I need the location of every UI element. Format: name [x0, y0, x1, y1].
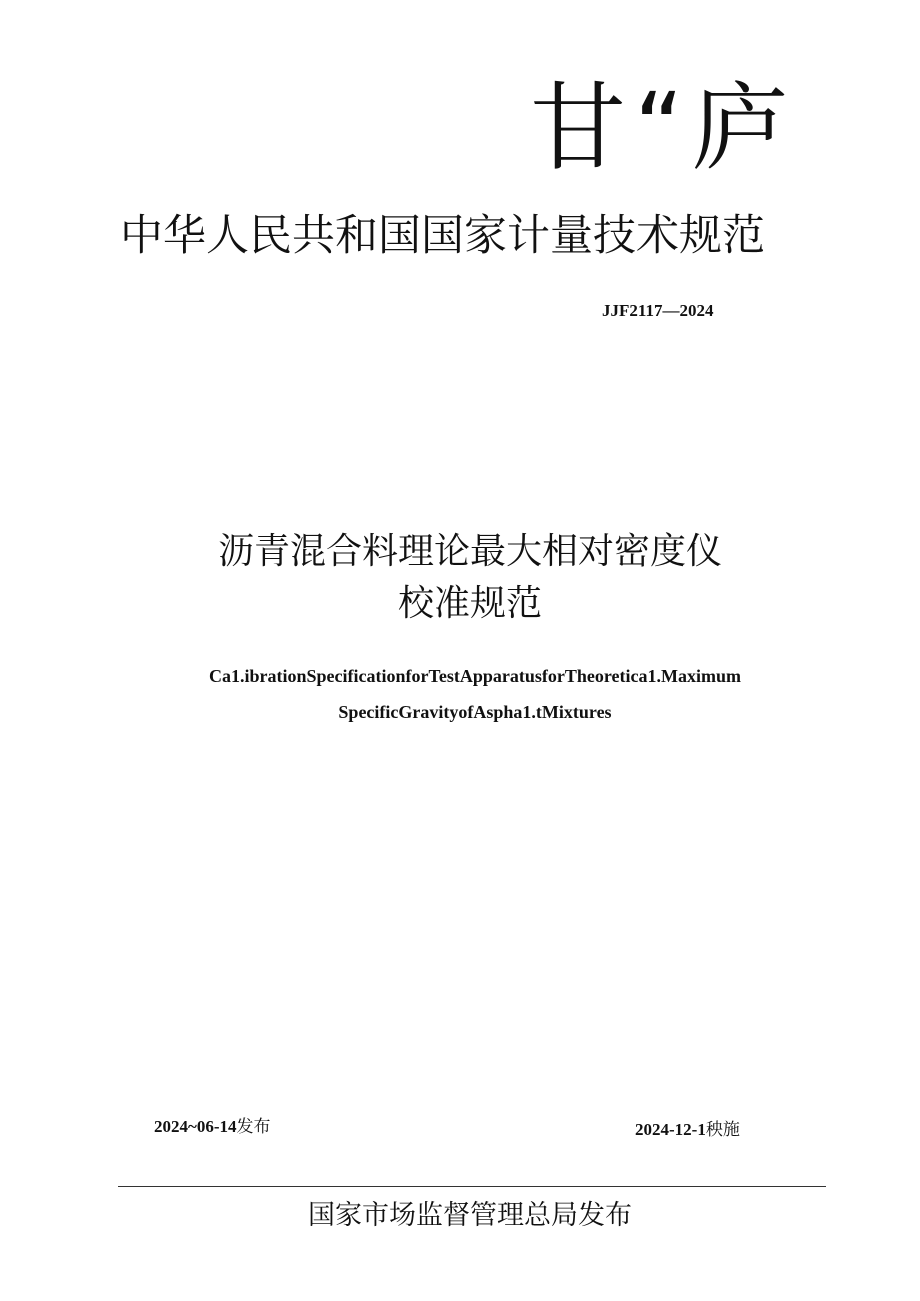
effective-date-block — [635, 1117, 740, 1143]
spec-type-heading: 中华人民共和国国家计量技术规范 — [120, 211, 765, 261]
effective-label: 秧施 — [705, 1120, 740, 1140]
english-title — [90, 658, 860, 730]
english-title-line-1: Ca1.ibrationSpecificationforTestApparatusforTheoretica1.Maximum — [209, 666, 741, 686]
title-line-1: 沥青混合料理论最大相对密度仪 — [217, 531, 722, 572]
publisher: 国家市场监督管理总局发布 — [308, 1200, 632, 1231]
standard-code: JJF2117—2024 — [602, 301, 714, 320]
issue-label: 发布 — [236, 1117, 271, 1137]
english-title-line-2: SpecificGravityofAspha1.tMixtures — [338, 702, 612, 722]
title-line-2: 校准规范 — [397, 583, 542, 624]
standard-logo: 甘“庐 — [530, 72, 796, 184]
effective-date: 2024-12-1 — [635, 1120, 706, 1139]
document-title — [120, 526, 820, 630]
issue-date: 2024~06-14 — [154, 1117, 237, 1136]
issue-date-block — [154, 1114, 271, 1140]
footer-divider — [118, 1186, 826, 1187]
